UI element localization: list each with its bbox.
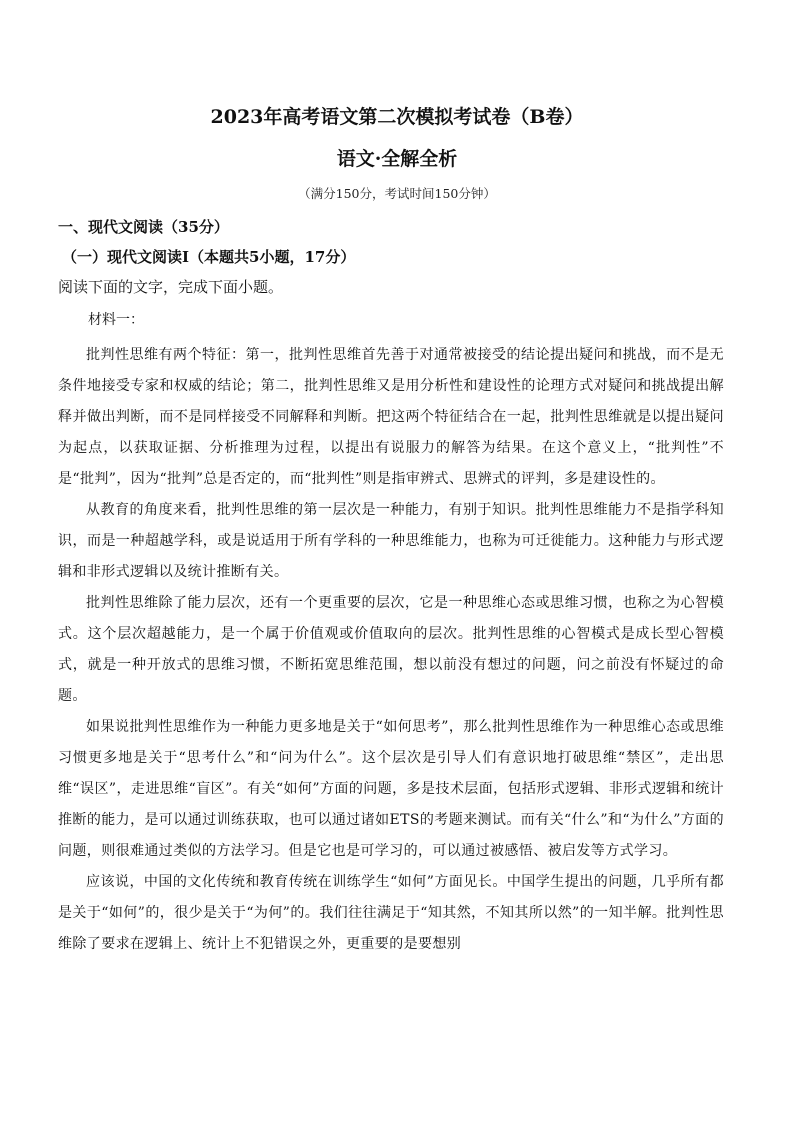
passage-paragraph: 批判性思维除了能力层次，还有一个更重要的层次，它是一种思维心态或思维习惯，也称之为心智模式。这个层次超越能力，是一个属于价值观或价值取向的层次。批判性思维的心智模式是成长型心智模式，就是一种开放式的思维习惯，不断拓宽思维范围，想以前没有想过的问题，问之前没有怀疑过的命题。	[58, 595, 724, 704]
reading-instruction: 阅读下面的文字，完成下面小题。	[58, 278, 284, 296]
passage-paragraph: 应该说，中国的文化传统和教育传统在训练学生“如何”方面见长。中国学生提出的问题，几乎所有都是关于“如何”的，很少是关于“为何”的。我们往往满足于“知其然，不知其所以然”的一知半解。批判性思维除了要求在逻辑上、统计上不犯错误之外，更重要的是要想别	[58, 874, 724, 952]
passage-body	[58, 340, 724, 960]
exam-subtitle: 语文·全解全析	[336, 148, 458, 170]
passage-paragraph: 如果说批判性思维作为一种能力更多地是关于“如何思考”，那么批判性思维作为一种思维心态或思维习惯更多地是关于“思考什么”和“问为什么”。这个层次是引导人们有意识地打破思维“禁区”，走出思维“误区”，走进思维“盲区”。有关“如何”方面的问题，多是技术层面，包括形式逻辑、非形式逻辑和统计推断的能力，是可以通过训练获取，也可以通过诸如ETS的考题来测试。而有关“什么”和“为什么”方面的问题，则很难通过类似的方法学习。但是它也是可学习的，可以通过被感悟、被启发等方式学习。	[58, 719, 724, 859]
passage-paragraph: 从教育的角度来看，批判性思维的第一层次是一种能力，有别于知识。批判性思维能力不是指学科知识，而是一种超越学科，或是说适用于所有学科的一种思维能力，也称为可迁徙能力。这种能力与形式逻辑和非形式逻辑以及统计推断有关。	[58, 502, 724, 580]
exam-title: 2023年高考语文第二次模拟考试卷（B卷）	[210, 106, 584, 128]
subsection-heading: （一）现代文阅读Ⅰ（本题共5小题，17分）	[62, 248, 356, 266]
material-label: 材料一：	[88, 312, 144, 328]
section-heading: 一、现代文阅读（35分）	[58, 218, 229, 236]
exam-note: （满分150分，考试时间150分钟）	[298, 186, 496, 201]
passage-paragraph: 批判性思维有两个特征：第一，批判性思维首先善于对通常被接受的结论提出疑问和挑战，而不是无条件地接受专家和权威的结论；第二，批判性思维又是用分析性和建设性的论理方式对疑问和挑战提出解释并做出判断，而不是同样接受不同解释和判断。把这两个特征结合在一起，批判性思维就是以提出疑问为起点，以获取证据、分析推理为过程，以提出有说服力的解答为结果。在这个意义上，“批判性”不是“批判”，因为“批判”总是否定的，而“批判性”则是指审辨式、思辨式的评判，多是建设性的。	[58, 347, 724, 487]
